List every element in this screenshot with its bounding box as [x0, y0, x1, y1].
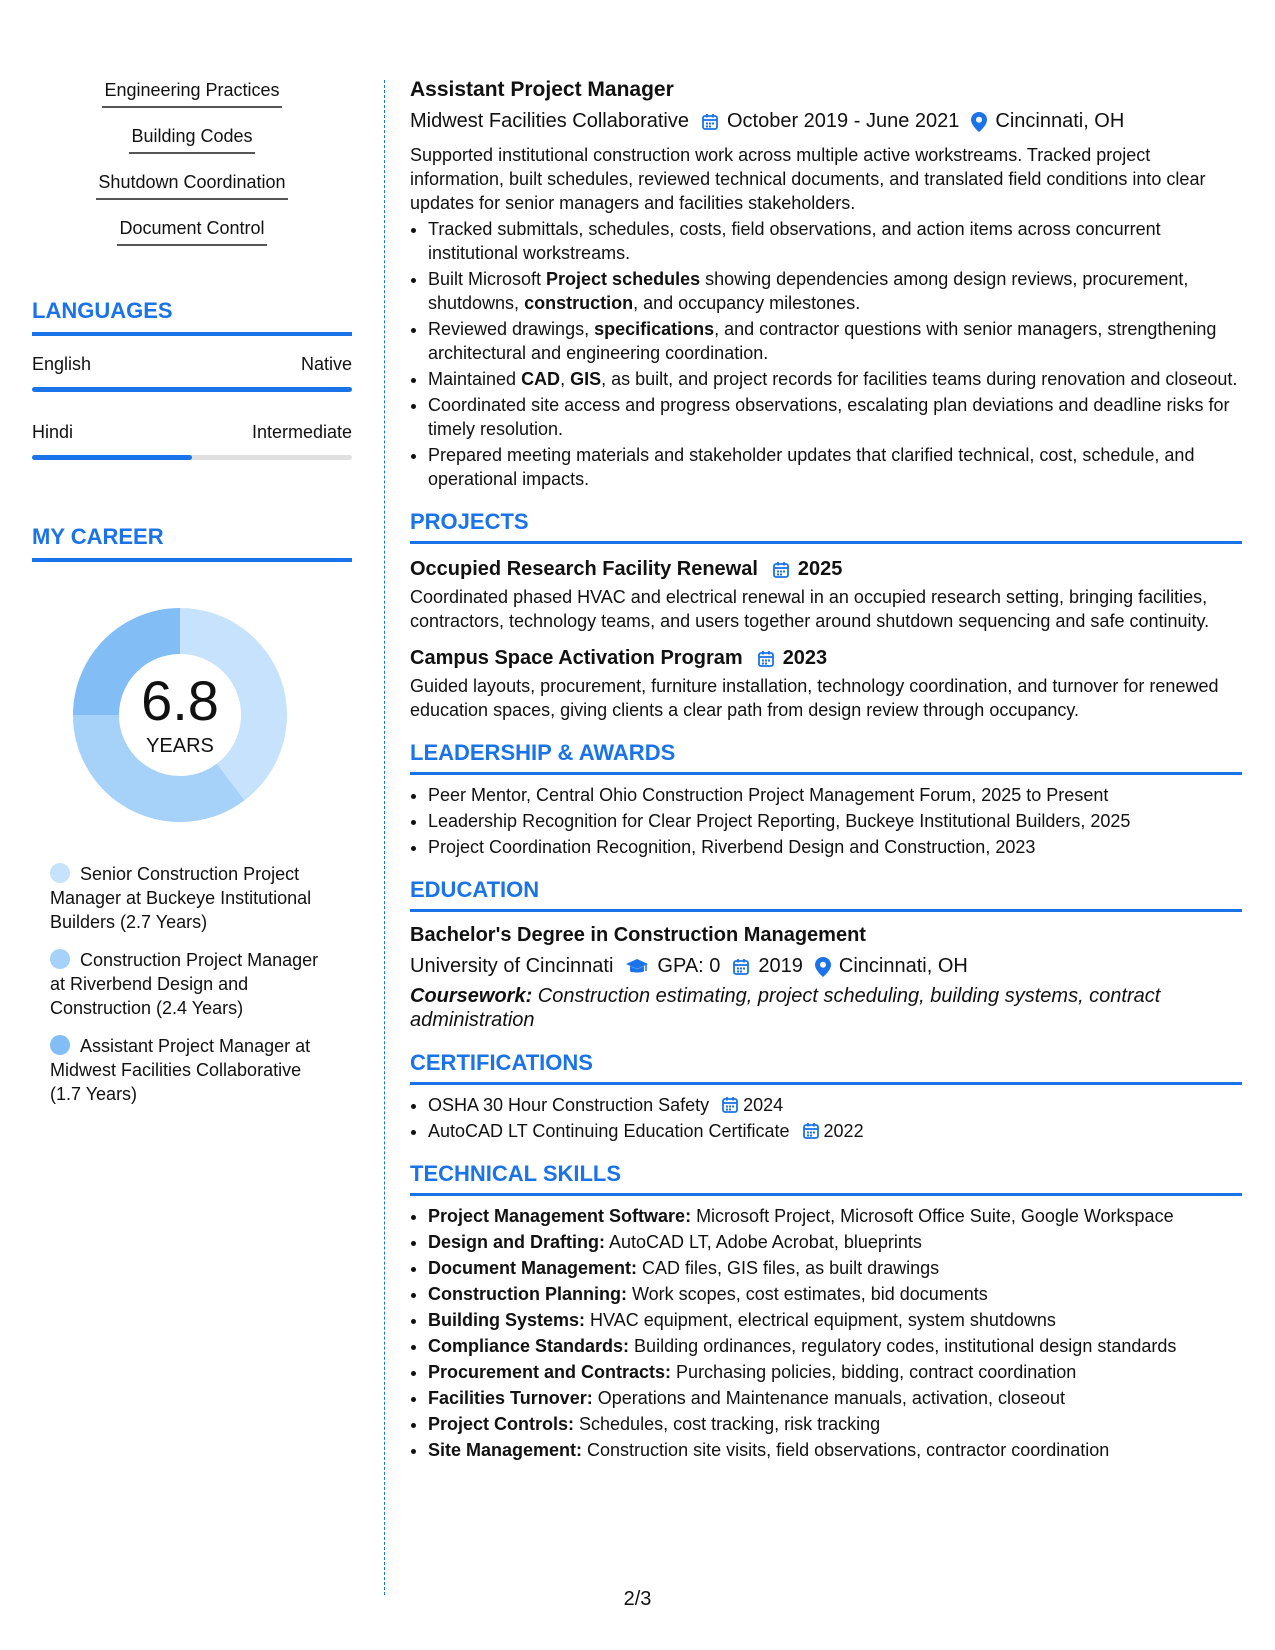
gpa: GPA: 0	[657, 955, 721, 977]
career-donut-chart	[65, 600, 295, 830]
skill-pill: Building Codes	[129, 126, 254, 154]
skills-heading: TECHNICAL SKILLS	[410, 1161, 1242, 1196]
job-bullet-text: , as built, and project records for facilities teams during renovation and closeout.	[601, 369, 1238, 389]
job-bullet	[428, 443, 1242, 491]
skill-pills	[32, 80, 352, 264]
coursework-text: Construction estimating, project scheduling, building systems, contract administration	[410, 985, 1161, 1031]
language-name: Hindi	[32, 422, 74, 442]
location-pin-icon	[971, 112, 987, 132]
skill-item	[428, 1386, 1242, 1410]
skill-label: Site Management:	[428, 1440, 583, 1460]
project-year: 2023	[782, 647, 828, 669]
career-legend-label: Senior Construction Project Manager at Buckeye Institutional Builders (2.7 Years)	[50, 864, 312, 932]
language-bar-fill	[32, 455, 192, 460]
job-bullet	[428, 317, 1242, 365]
leadership-list	[410, 783, 1242, 859]
skill-value: Construction site visits, field observations, contractor coordination	[582, 1440, 1110, 1460]
leadership-heading: LEADERSHIP & AWARDS	[410, 740, 1242, 775]
skill-value: AutoCAD LT, Adobe Acrobat, blueprints	[605, 1232, 922, 1252]
certification-name: • OSHA 30 Hour Construction Safety	[428, 1095, 710, 1115]
language-level: Native	[300, 354, 352, 374]
certification-item	[428, 1119, 1242, 1143]
languages-heading: LANGUAGES	[32, 298, 352, 336]
job-bullet-text: specifications	[594, 319, 715, 339]
main-content	[410, 78, 1242, 1464]
donut-center	[65, 600, 295, 830]
skill-value: Schedules, cost tracking, risk tracking	[574, 1414, 881, 1434]
skill-item	[428, 1282, 1242, 1306]
job-bullets	[410, 217, 1242, 491]
degree-title: Bachelor's Degree in Construction Management	[410, 924, 866, 946]
skill-pill: Document Control	[117, 218, 266, 246]
language-item	[32, 422, 352, 460]
skill-value: HVAC equipment, electrical equipment, system shutdowns	[585, 1310, 1056, 1330]
skill-item	[428, 1204, 1242, 1228]
certification-line	[428, 1093, 783, 1117]
legend-dot-icon	[50, 949, 70, 969]
skill-item	[428, 1256, 1242, 1280]
skill-item	[428, 1230, 1242, 1254]
project-year: 2025	[797, 558, 843, 580]
language-level: Intermediate	[251, 422, 352, 442]
skill-label: Building Systems:	[428, 1310, 586, 1330]
career-total-years: 6.8	[141, 668, 219, 732]
skill-value: Building ordinances, regulatory codes, institutional design standards	[629, 1336, 1177, 1356]
career-legend-label: Construction Project Manager at Riverbend Design and Construction (2.4 Years)	[50, 950, 319, 1018]
skill-item	[428, 1308, 1242, 1332]
certifications-heading: CERTIFICATIONS	[410, 1050, 1242, 1085]
skill-label: Project Controls:	[428, 1414, 575, 1434]
school-name: University of Cincinnati	[410, 955, 614, 977]
project-description: Guided layouts, procurement, furniture installation, technology coordination, and turnover for renewed education spaces, giving clients a clear path from design review through occupancy.	[410, 676, 1219, 720]
legend-dot-icon	[50, 863, 70, 883]
job-bullet-text: Reviewed drawings,	[428, 319, 595, 339]
job-summary: Supported institutional construction work across multiple active workstreams. Tracked project information, built schedules, reviewed technical documents, and translated field conditions into clear updates for senior managers and facilities stakeholders.	[410, 145, 1206, 213]
certification-year: 2024	[743, 1095, 784, 1115]
column-divider	[384, 80, 385, 1595]
skill-value: Microsoft Project, Microsoft Office Suite, Google Workspace	[691, 1206, 1174, 1226]
skill-value: Purchasing policies, bidding, contract coordination	[671, 1362, 1077, 1382]
projects-list	[410, 558, 1242, 722]
skill-label: Document Management:	[428, 1258, 638, 1278]
sidebar	[32, 80, 352, 1120]
skill-label: Compliance Standards:	[428, 1336, 630, 1356]
career-heading: MY CAREER	[32, 524, 352, 562]
coursework	[410, 984, 1242, 1032]
certifications-list	[410, 1093, 1242, 1143]
career-unit-label: YEARS	[146, 734, 214, 757]
leadership-item: • Leadership Recognition for Clear Project Reporting, Buckeye Institutional Builders, 2025	[428, 809, 1242, 833]
skill-item	[428, 1334, 1242, 1358]
job-bullet-text: , and contractor questions with senior managers, strengthening architectural and engineering coordination.	[428, 319, 1217, 363]
job-bullet-text: construction	[524, 293, 634, 313]
career-legend-item	[50, 1034, 325, 1106]
leadership-item: • Peer Mentor, Central Ohio Construction Project Management Forum, 2025 to Present	[428, 783, 1242, 807]
graduation-cap-icon	[625, 958, 649, 976]
calendar-icon	[721, 1096, 739, 1114]
job-bullet-text: GIS	[570, 369, 602, 389]
legend-dot-icon	[50, 1035, 70, 1055]
career-legend-item	[50, 948, 325, 1020]
skill-item	[428, 1412, 1242, 1436]
job-bullet	[428, 217, 1242, 265]
skill-value: Work scopes, cost estimates, bid documents	[626, 1284, 988, 1304]
language-row	[32, 422, 352, 443]
career-legend-item	[50, 862, 325, 934]
calendar-icon	[732, 958, 750, 976]
skill-label: Construction Planning:	[428, 1284, 627, 1304]
language-list	[32, 354, 352, 460]
education-heading: EDUCATION	[410, 877, 1242, 912]
job-bullet-text: ,	[560, 369, 571, 389]
projects-heading: PROJECTS	[410, 509, 1242, 544]
job-bullet-text: Tracked submittals, schedules, costs, field observations, and action items across concurrent institutional workstreams.	[428, 219, 1161, 263]
language-name: English	[32, 354, 92, 374]
job-bullet-text: Project schedules	[546, 269, 701, 289]
calendar-icon	[772, 561, 790, 579]
certification-year: 2022	[823, 1121, 864, 1141]
skill-label: Procurement and Contracts:	[428, 1362, 672, 1382]
job-bullet	[428, 267, 1242, 315]
language-bar-fill	[32, 387, 352, 392]
job-bullet-text: Prepared meeting materials and stakeholder updates that clarified technical, cost, schedule, and operational impacts.	[428, 445, 1195, 489]
graduation-year: 2019	[758, 955, 803, 977]
job-bullet-text: showing dependencies among design reviews, procurement, shutdowns,	[428, 269, 1189, 313]
calendar-icon	[802, 1122, 820, 1140]
certification-line	[428, 1119, 864, 1143]
project-description: Coordinated phased HVAC and electrical renewal in an occupied research setting, bringing facilities, contractors, technology teams, and users together around shutdown sequencing and safe continuity.	[410, 587, 1210, 631]
skill-value: Operations and Maintenance manuals, activation, closeout	[592, 1388, 1065, 1408]
page-number: 2/3	[623, 1588, 652, 1610]
job-bullet	[428, 393, 1242, 441]
job-bullet-text: Coordinated site access and progress observations, escalating plan deviations and deadline risks for timely resolution.	[428, 395, 1230, 439]
skill-value: CAD files, GIS files, as built drawings	[637, 1258, 940, 1278]
school-location: Cincinnati, OH	[838, 955, 968, 977]
job-bullet-text: CAD	[521, 369, 561, 389]
job-title: Assistant Project Manager	[410, 78, 674, 101]
job-meta	[410, 110, 1242, 133]
skill-pill: Shutdown Coordination	[96, 172, 287, 200]
skill-item	[428, 1438, 1242, 1462]
skill-item	[428, 1360, 1242, 1384]
job-bullet	[428, 367, 1242, 391]
language-row	[32, 354, 352, 375]
project-title: Occupied Research Facility Renewal	[410, 558, 758, 580]
job-dates: October 2019 - June 2021	[726, 110, 960, 132]
technical-skills-list	[410, 1204, 1242, 1462]
language-bar	[32, 455, 352, 460]
location-pin-icon	[815, 957, 831, 977]
project-title-row	[410, 647, 1242, 670]
leadership-item: • Project Coordination Recognition, Riverbend Design and Construction, 2023	[428, 835, 1242, 859]
project-title: Campus Space Activation Program	[410, 647, 743, 669]
career-legend	[32, 862, 352, 1106]
calendar-icon	[757, 650, 775, 668]
skill-label: Design and Drafting:	[428, 1232, 606, 1252]
job-location: Cincinnati, OH	[995, 110, 1125, 132]
career-legend-label: Assistant Project Manager at Midwest Facilities Collaborative (1.7 Years)	[50, 1036, 311, 1104]
skill-label: Project Management Software:	[428, 1206, 692, 1226]
certification-name: • AutoCAD LT Continuing Education Certificate	[428, 1121, 790, 1141]
skill-label: Facilities Turnover:	[428, 1388, 593, 1408]
education-meta	[410, 955, 1242, 978]
job-bullet-text: , and occupancy milestones.	[633, 293, 861, 313]
skill-pill: Engineering Practices	[102, 80, 281, 108]
job-bullet-text: Maintained	[428, 369, 522, 389]
project-title-row	[410, 558, 1242, 581]
coursework-label: Coursework:	[410, 985, 533, 1007]
language-bar	[32, 387, 352, 392]
certification-item	[428, 1093, 1242, 1117]
calendar-icon	[701, 113, 719, 131]
language-item	[32, 354, 352, 392]
job-bullet-text: Built Microsoft	[428, 269, 547, 289]
job-company: Midwest Facilities Collaborative	[410, 110, 689, 132]
